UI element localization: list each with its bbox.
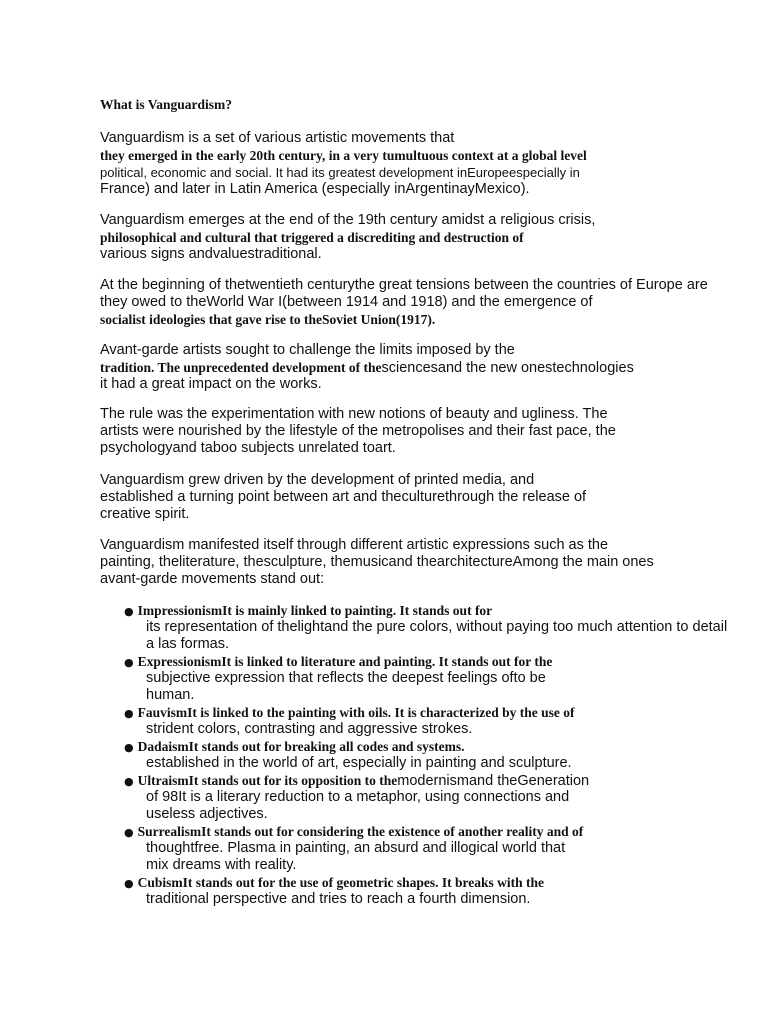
bullet-continuation: human.	[146, 687, 195, 703]
bullet-head-text: ExpressionismIt is linked to literature and painting. It stands out for the	[137, 654, 553, 669]
line-text: it had a great impact on the works.	[100, 376, 322, 392]
paragraph-line	[100, 376, 322, 393]
paragraph-line	[100, 489, 586, 506]
line-text: political, economic and social. It had its greatest development inEuropeespecially in	[100, 165, 580, 180]
paragraph-line	[100, 164, 580, 181]
paragraph-line	[100, 147, 587, 164]
paragraph-line	[100, 554, 654, 571]
paragraph-line	[100, 342, 515, 359]
line-tail-text: sciencesand the new onestechnologies	[381, 360, 634, 376]
line-text: established a turning point between art and theculturethrough the release of	[100, 489, 587, 505]
bullet-continuation: subjective expression that reflects the deepest feelings ofto be	[146, 670, 546, 686]
line-text: tradition. The unprecedented development of the	[100, 360, 382, 375]
bullet-icon: ●	[124, 656, 134, 669]
document-title: What is Vanguardism?	[100, 97, 233, 112]
paragraph-line	[100, 537, 608, 554]
line-text: they owed to theWorld War I(between 1914 and 1918) and the emergence of	[100, 294, 593, 310]
paragraph-line	[100, 181, 530, 198]
bullet-icon: ●	[124, 877, 134, 890]
bullet-item	[124, 602, 492, 620]
paragraph-line	[100, 506, 189, 523]
line-text: creative spirit.	[100, 506, 190, 522]
line-text: France) and later in Latin America (especially inArgentinayMexico).	[100, 181, 530, 197]
line-text: Avant-garde artists sought to challenge the limits imposed by the	[100, 342, 515, 358]
line-text: Vanguardism grew driven by the development of printed media, and	[100, 472, 535, 488]
bullet-continuation: useless adjectives.	[146, 806, 268, 822]
bullet-icon: ●	[124, 741, 134, 754]
bullet-continuation: traditional perspective and tries to reach a fourth dimension.	[146, 891, 531, 907]
paragraph-line	[100, 472, 534, 489]
bullet-icon: ●	[124, 605, 134, 618]
bullet-continuation: established in the world of art, especially in painting and sculpture.	[146, 755, 572, 771]
bullet-continuation: mix dreams with reality.	[146, 857, 297, 873]
bullet-item	[124, 823, 583, 841]
line-text: painting, theliterature, thesculpture, themusicand thearchitectureAmong the main ones	[100, 554, 654, 570]
paragraph-line	[100, 246, 322, 263]
bullet-icon: ●	[124, 775, 134, 788]
bullet-item	[124, 653, 552, 671]
line-text: socialist ideologies that gave rise to theSoviet Union(1917).	[100, 312, 436, 327]
paragraph-line	[100, 423, 616, 440]
paragraph-line	[100, 406, 608, 423]
bullet-continuation: of 98It is a literary reduction to a metaphor, using connections and	[146, 789, 570, 805]
paragraph-line	[100, 212, 595, 229]
line-text: avant-garde movements stand out:	[100, 571, 325, 587]
bullet-item	[124, 704, 575, 722]
paragraph-line	[100, 229, 524, 246]
bullet-head-text: SurrealismIt stands out for considering the existence of another reality and of	[137, 824, 584, 839]
line-text: they emerged in the early 20th century, in a very tumultuous context at a global level	[100, 148, 587, 163]
bullet-continuation: strident colors, contrasting and aggressive strokes.	[146, 721, 473, 737]
paragraph-line	[100, 130, 454, 147]
bullet-head-text: ImpressionismIt is mainly linked to painting. It stands out for	[137, 603, 493, 618]
bullet-continuation: its representation of thelightand the pure colors, without paying too much attention to detail	[146, 619, 728, 635]
line-text: philosophical and cultural that triggered a discrediting and destruction of	[100, 230, 524, 245]
bullet-item	[124, 874, 544, 892]
bullet-head-text: CubismIt stands out for the use of geometric shapes. It breaks with the	[137, 875, 544, 890]
line-text: psychologyand taboo subjects unrelated toart.	[100, 440, 396, 456]
bullet-item	[124, 772, 589, 790]
paragraph-line	[100, 571, 324, 588]
bullet-head-text: DadaismIt stands out for breaking all codes and systems.	[137, 739, 465, 754]
bullet-icon: ●	[124, 826, 134, 839]
line-text: At the beginning of thetwentieth centurythe great tensions between the countries of Europe are	[100, 277, 708, 293]
bullet-continuation: a las formas.	[146, 636, 229, 652]
bullet-item	[124, 738, 465, 756]
line-text: The rule was the experimentation with new notions of beauty and ugliness. The	[100, 406, 608, 422]
bullet-continuation: thoughtfree. Plasma in painting, an absurd and illogical world that	[146, 840, 566, 856]
paragraph-line	[100, 440, 396, 457]
line-text: artists were nourished by the lifestyle of the metropolises and their fast pace, the	[100, 423, 616, 439]
paragraph-line	[100, 311, 435, 328]
bullet-icon: ●	[124, 707, 134, 720]
line-text: Vanguardism manifested itself through different artistic expressions such as the	[100, 537, 609, 553]
paragraph-line	[100, 277, 708, 294]
bullet-head-text: UltraismIt stands out for its opposition to the	[137, 773, 398, 788]
paragraph-line	[100, 359, 634, 377]
line-text: various signs andvaluestraditional.	[100, 246, 322, 262]
paragraph-line	[100, 294, 593, 311]
bullet-head-tail: modernismand theGeneration	[397, 773, 590, 789]
line-text: Vanguardism emerges at the end of the 19th century amidst a religious crisis,	[100, 212, 596, 228]
line-text: Vanguardism is a set of various artistic movements that	[100, 130, 455, 146]
bullet-head-text: FauvismIt is linked to the painting with oils. It is characterized by the use of	[137, 705, 575, 720]
